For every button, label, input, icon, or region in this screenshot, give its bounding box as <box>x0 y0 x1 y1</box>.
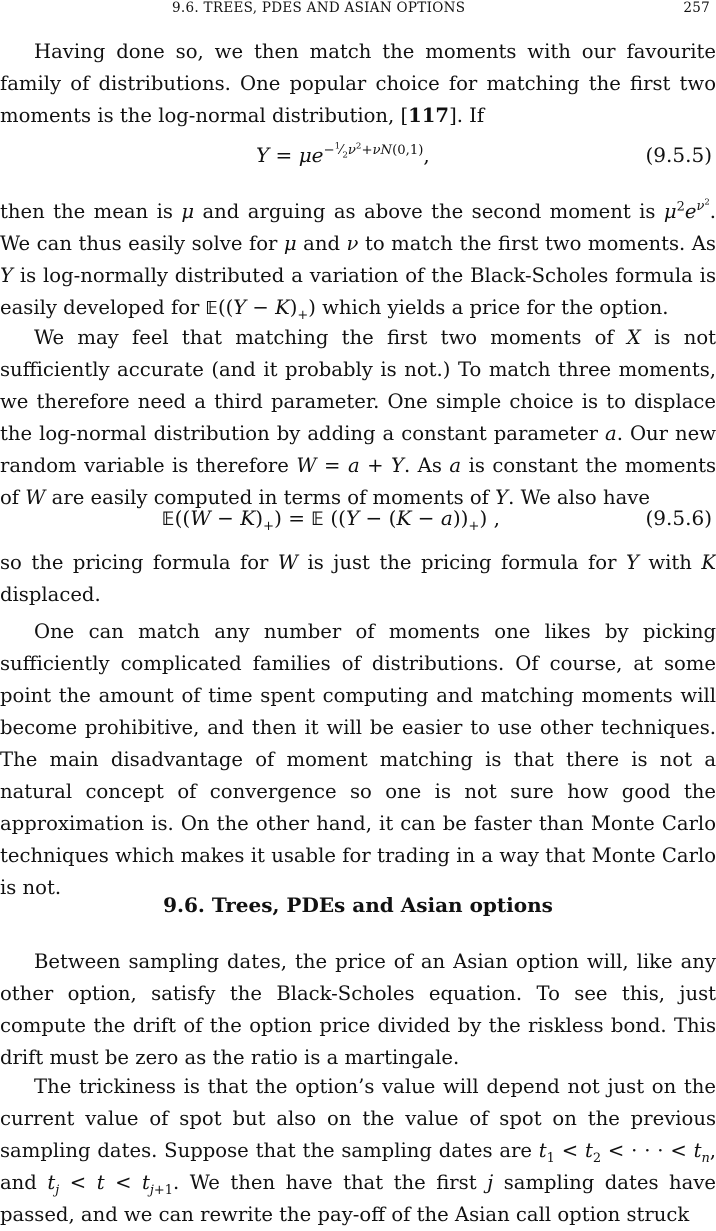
paragraph-pricing-formula: so the pricing formula for W is just the pricing formula for Y with K displaced. <box>0 551 716 606</box>
p2-text: and <box>303 232 340 255</box>
p1-text: Having done so, we then match the moments with our favourite family of distributions. One popular choice for matching the first two moments is the log-normal distribution, [ <box>0 40 716 127</box>
p3-text: We may feel that matching the first two moments of <box>34 326 614 349</box>
paragraph-displaced-lognormal: We may feel that matching the first two moments of X is not sufficiently accurate (and it probably is not.) To match three moments, we therefore need a third parameter. One simple choice is to displace the log-normal distribution by adding a constant parameter a. Our new random variable is therefore W = a + Y. As a is constant the moments of W are easily computed in terms of moments of Y. We also have <box>0 326 716 509</box>
p2-text: and arguing as above the second moment is <box>202 200 656 223</box>
p3-text: . Our new random variable is therefore <box>0 422 716 477</box>
p3-text: . We also have <box>508 486 650 509</box>
paragraph-sampling-dates: The trickiness is that the option’s value will depend not just on the current value of spot but also on the value of spot on the previous sampling dates. Suppose that the sampling dates are $t_1 < t_2$ < · · · < $t_n$, and $t_j < t < t_{j+1}$. We then have that the first j sampling dates have passed, and we can rewrite the pay-off of the Asian call option struck <box>0 1075 716 1226</box>
running-title: 9.6. TREES, PDES AND ASIAN OPTIONS <box>172 0 466 16</box>
equation-body: $Y = \mu e^{-^1⁄_2\nu^2+\nu N(0,1)}$, <box>256 141 430 167</box>
equation-number: (9.5.5) <box>645 143 712 167</box>
p3-text: is constant the moments of <box>0 454 716 509</box>
paragraph-lognormal-moments: then the mean is μ and arguing as above the second moment is $\mu^2e^{\nu^2}$. We can thus easily solve for μ and ν to match the first two moments. As Y is log-normally distributed a variation of the Black-Scholes formula is easily developed for 𝔼((Y − $K)_+$) which yields a price for the option. <box>0 198 716 323</box>
page-number: 257 <box>683 0 710 16</box>
p2-text: . We can thus easily solve for <box>0 200 716 255</box>
paragraph-moment-matching-limits: One can match any number of moments one likes by picking sufficiently complicated families of distributions. Of course, at some point the amount of time spent computing and matching moments will become prohibitive, and then it will be easier to use other techniques. The main disadvantage of moment matching is that there is not a natural concept of convergence so one is not sure how good the approximation is. On the other hand, it can be faster than Monte Carlo techniques which makes it usable for trading in a way that Monte Carlo is not. <box>0 620 716 899</box>
p7-text: The trickiness is that the option’s value will depend not just on the current value of spot but also on the value of spot on the previous sampling dates. Suppose that the sampling dates are <box>0 1075 716 1162</box>
p3-text: . As <box>403 454 442 477</box>
p4-text: is just the pricing formula for <box>307 551 617 574</box>
p3-text: is not sufficiently accurate (and it probably is not.) To match three moments, we therefore need a third parameter. One simple choice is to displace the log-normal distribution by adding a constant parameter <box>0 326 716 445</box>
p3-text: are easily computed in terms of moments of <box>51 486 489 509</box>
p2-text: then the mean is <box>0 200 173 223</box>
equation-9-5-5 <box>0 143 716 179</box>
p2-text: is log-normally distributed a variation of the Black-Scholes formula is easily developed for <box>0 264 716 319</box>
p2-text: to match the first two moments. As <box>364 232 716 255</box>
p2-text: which yields a price for the option. <box>322 296 669 319</box>
p4-text: with <box>648 551 692 574</box>
running-header <box>0 0 716 22</box>
equation-body: 𝔼((W − $K)_+$) = 𝔼 $((Y - (K - a))_+)$ , <box>162 506 501 534</box>
p1-text-end: ]. If <box>449 104 485 127</box>
paragraph-moment-matching-intro <box>0 36 716 132</box>
p4-text: displaced. <box>0 583 101 606</box>
equation-number: (9.5.6) <box>645 506 712 530</box>
equation-9-5-6 <box>0 506 716 542</box>
p7-text: and <box>0 1171 37 1194</box>
p7-text: sampling dates have passed, and we can rewrite the pay-off of the Asian call option struck <box>0 1171 716 1226</box>
paragraph-asian-black-scholes: Between sampling dates, the price of an Asian option will, like any other option, satisfy the Black-Scholes equation. To see this, just compute the drift of the option price divided by the riskless bond. This drift must be zero as the ratio is a martingale. <box>0 950 716 1069</box>
p7-text: . We then have that the first <box>172 1171 477 1194</box>
p4-text: so the pricing formula for <box>0 551 269 574</box>
section-heading: 9.6. Trees, PDEs and Asian options <box>163 893 553 917</box>
citation: 117 <box>408 104 450 127</box>
